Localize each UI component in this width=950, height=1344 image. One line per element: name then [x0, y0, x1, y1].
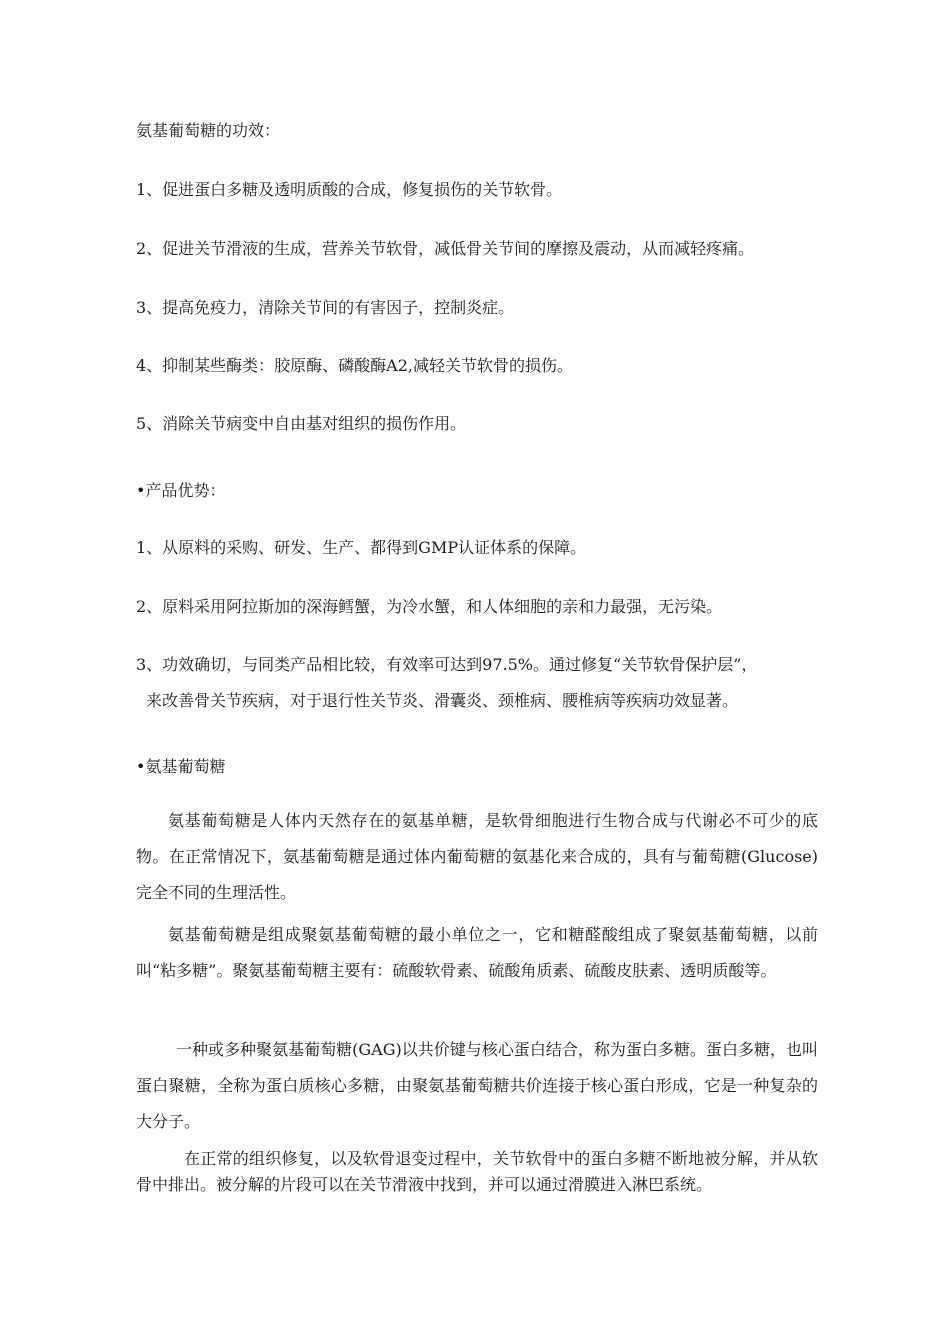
- efficacy-heading: 氨基葡萄糖的功效：: [136, 121, 281, 140]
- efficacy-item: 1、促进蛋白多糖及透明质酸的合成，修复损伤的关节软骨。: [136, 180, 563, 199]
- paragraph-text: 一种或多种聚氨基葡萄糖(GAG)以共价键与核心蛋白结合，称为蛋白多糖。蛋白多糖，也叫蛋白聚糖，全称为蛋白质核心多糖，由聚氨基葡萄糖共价连接于核心蛋白形成，它是一种复杂的大分子。: [136, 1040, 818, 1131]
- glucosamine-paragraph: [136, 1146, 818, 1198]
- efficacy-item: 5、消除关节病变中自由基对组织的损伤作用。: [136, 414, 467, 433]
- paragraph-text: 氨基葡萄糖是人体内天然存在的氨基单糖，是软骨细胞进行生物合成与代谢必不可少的底物。在正常情况下，氨基葡萄糖是通过体内葡萄糖的氨基化来合成的，具有与葡萄糖(Glucose)完全不同的生理活性。: [136, 811, 818, 902]
- advantage-item: 2、原料采用阿拉斯加的深海鳕蟹，为冷水蟹，和人体细胞的亲和力最强，无污染。: [136, 597, 723, 616]
- glucosamine-paragraph: [136, 803, 818, 911]
- advantage-item: 1、从原料的采购、研发、生产、都得到GMP认证体系的保障。: [136, 538, 587, 557]
- efficacy-item: 3、提高免疫力，清除关节间的有害因子，控制炎症。: [136, 298, 515, 317]
- advantages-heading: •产品优势：: [136, 481, 226, 500]
- efficacy-item: 2、促进关节滑液的生成，营养关节软骨，减低骨关节间的摩擦及震动，从而减轻疼痛。: [136, 239, 755, 258]
- glucosamine-paragraph: [136, 1032, 818, 1140]
- efficacy-item: 4、抑制某些酶类：胶原酶、磷酸酶A2,减轻关节软骨的损伤。: [136, 356, 574, 375]
- advantage-item-continuation: 来改善骨关节疾病，对于退行性关节炎、滑囊炎、颈椎病、腰椎病等疾病功效显著。: [146, 691, 739, 710]
- glucosamine-heading: •氨基葡萄糖: [136, 757, 226, 776]
- paragraph-text: 在正常的组织修复，以及软骨退变过程中，关节软骨中的蛋白多糖不断地被分解，并从软骨中排出。被分解的片段可以在关节滑液中找到，并可以通过滑膜进入淋巴系统。: [136, 1149, 818, 1194]
- paragraph-text: 氨基葡萄糖是组成聚氨基葡萄糖的最小单位之一，它和糖醛酸组成了聚氨基葡萄糖，以前叫“粘多糖”。聚氨基葡萄糖主要有：硫酸软骨素、硫酸角质素、硫酸皮肤素、透明质酸等。: [136, 925, 818, 980]
- advantage-item: 3、功效确切，与同类产品相比较，有效率可达到97.5%。通过修复“关节软骨保护层”，: [136, 655, 758, 674]
- glucosamine-paragraph: [136, 917, 818, 989]
